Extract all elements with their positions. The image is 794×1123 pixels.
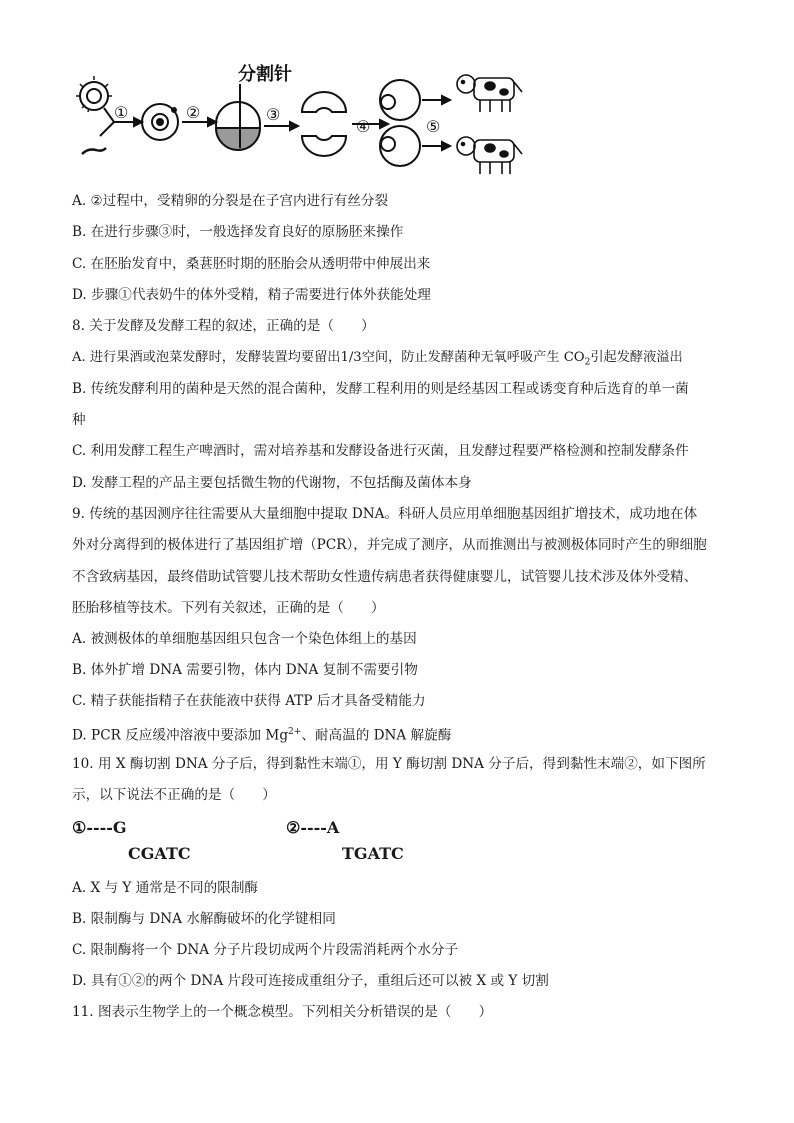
step-4-label: ④ xyxy=(356,117,371,136)
q8-stem: 8. 关于发酵及发酵工程的叙述，正确的是（ ） xyxy=(72,318,375,334)
q9-stem-line2: 外对分离得到的极体进行了基因组扩增（PCR），并完成了测序，从而推测出与被测极体同时产生的卵细胞 xyxy=(72,537,707,553)
step-5-label: ⑤ xyxy=(426,117,441,136)
q10-stem-line1: 10. 用 X 酶切割 DNA 分子后，得到黏性末端①，用 Y 酶切割 DNA 分子后，得到黏性末端②，如下图所 xyxy=(72,756,706,772)
step-1-label: ① xyxy=(114,103,129,122)
q9-option-c: C. 精子获能指精子在获能液中获得 ATP 后才具备受精能力 xyxy=(72,693,426,709)
embryo-splitting-figure xyxy=(70,62,530,180)
q9-stem-line3: 不含致病基因，最终借助试管婴儿技术帮助女性遗传病患者获得健康婴儿，试管婴儿技术涉及体外受精、 xyxy=(72,569,698,585)
q10-stem-line2: 示，以下说法不正确的是（ ） xyxy=(72,787,276,803)
q10-option-d: D. 具有①②的两个 DNA 片段可连接成重组分子，重组后还可以被 X 或 Y 切割 xyxy=(72,973,549,989)
sticky-end-1-bottom: CGATC xyxy=(128,844,191,863)
sticky-end-1-top: ①----G xyxy=(72,818,127,837)
q8-option-b-line2: 种 xyxy=(72,412,86,428)
q7-option-d: D. 步骤①代表奶牛的体外受精，精子需要进行体外获能处理 xyxy=(72,287,431,303)
sticky-end-2-top: ②----A xyxy=(286,818,340,837)
embryo-splitting-diagram xyxy=(70,62,530,180)
q8-option-c: C. 利用发酵工程生产啤酒时，需对培养基和发酵设备进行灭菌，且发酵过程要严格检测和控制发酵条件 xyxy=(72,443,689,459)
embryo-top xyxy=(380,80,420,120)
q9-option-a: A. 被测极体的单细胞基因组只包含一个染色体组上的基因 xyxy=(72,631,417,647)
cow-top xyxy=(457,75,522,112)
step-2-label: ② xyxy=(186,103,201,122)
half-embryo-bottom xyxy=(302,136,346,156)
q8-option-b-line1: B. 传统发酵利用的菌种是天然的混合菌种，发酵工程利用的则是经基因工程或诱变育种后选育的单一菌 xyxy=(72,381,689,397)
q7-option-c: C. 在胚胎发育中，桑葚胚时期的胚胎会从透明带中伸展出来 xyxy=(72,256,431,272)
q10-option-a: A. X 与 Y 通常是不同的限制酶 xyxy=(72,880,259,896)
q10-option-c: C. 限制酶将一个 DNA 分子片段切成两个片段需消耗两个水分子 xyxy=(72,942,459,958)
q7-option-b: B. 在进行步骤③时，一般选择发育良好的原肠胚来操作 xyxy=(72,224,404,240)
sticky-end-2-bottom: TGATC xyxy=(342,844,404,863)
q9-stem-line4: 胚胎移植等技术。下列有关叙述，正确的是（ ） xyxy=(72,600,385,616)
half-embryo-top xyxy=(302,92,346,112)
q9-stem-line1: 9. 传统的基因测序往往需要从大量细胞中提取 DNA。科研人员应用单细胞基因组扩增技术，成功地在体 xyxy=(72,506,698,522)
needle-label: 分割针 xyxy=(238,64,292,85)
q11-stem: 11. 图表示生物学上的一个概念模型。下列相关分析错误的是（ ） xyxy=(72,1004,493,1020)
q9-option-d: D. PCR 反应缓冲溶液中要添加 $Mg^{2+}$、耐高温的 DNA 解旋酶 xyxy=(72,727,452,744)
step-3-label: ③ xyxy=(266,105,281,124)
cow-bottom xyxy=(457,137,522,174)
embryo-bottom xyxy=(380,126,420,166)
q7-option-a: A. ②过程中，受精卵的分裂是在子宫内进行有丝分裂 xyxy=(72,193,389,209)
q9-option-b: B. 体外扩增 DNA 需要引物，体内 DNA 复制不需要引物 xyxy=(72,662,418,678)
q10-option-b: B. 限制酶与 DNA 水解酶破坏的化学键相同 xyxy=(72,911,336,927)
q8-option-a: A. 进行果酒或泡菜发酵时，发酵装置均要留出1/3空间，防止发酵菌种无氧呼吸产生 $CO_2$引起发酵液溢出 xyxy=(72,350,683,368)
q8-option-d: D. 发酵工程的产品主要包括微生物的代谢物，不包括酶及菌体本身 xyxy=(72,475,472,491)
